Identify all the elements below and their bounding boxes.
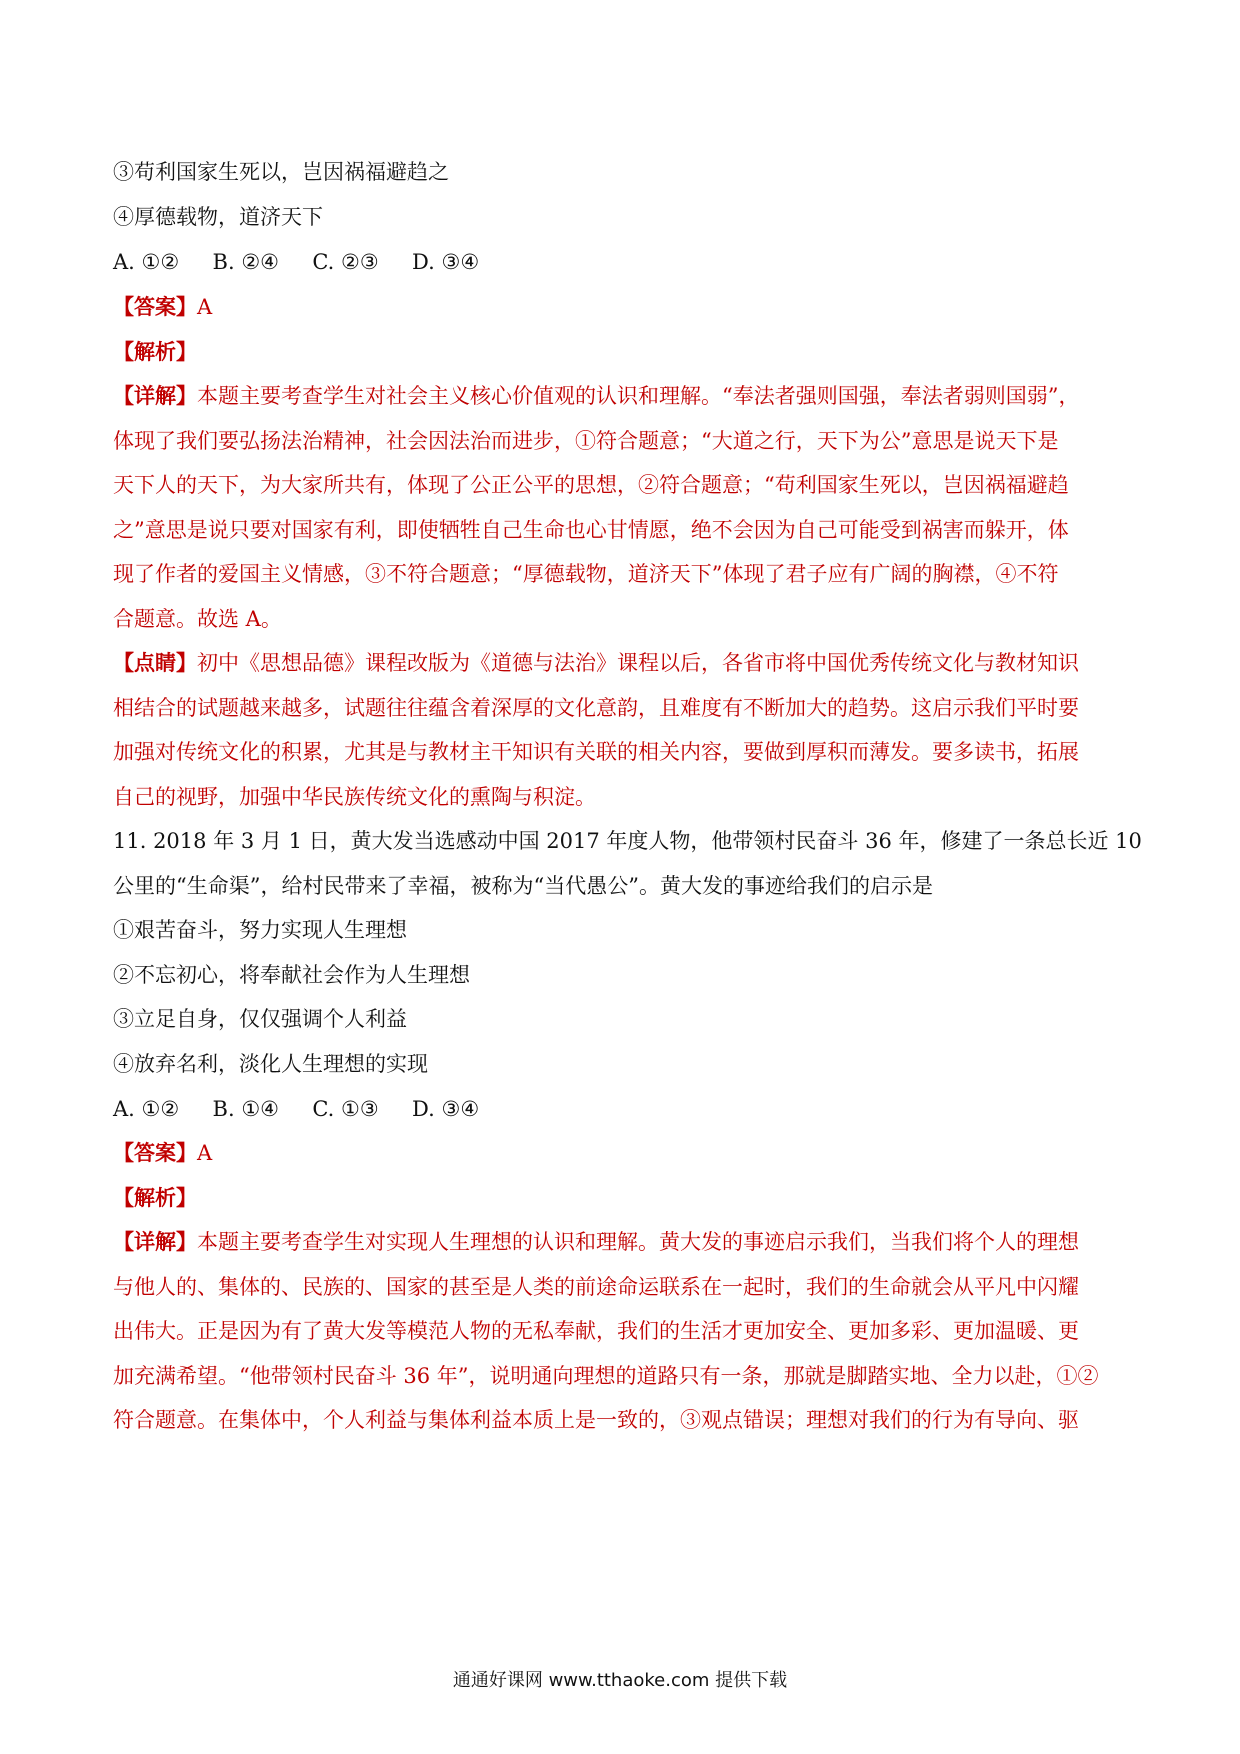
q11-detail-line: 与他人的、集体的、民族的、国家的甚至是人类的前途命运联系在一起时，我们的生命就会从平凡中闪耀 — [113, 1275, 1079, 1299]
page-footer: 通通好课网 www.tthaoke.com 提供下载 — [452, 1670, 788, 1691]
q11-detail-line — [113, 1228, 1133, 1256]
q11-option-2: ②不忘初心，将奉献社会作为人生理想 — [113, 963, 470, 987]
q11-analysis-label: 【解析】 — [113, 1185, 197, 1210]
q11-option-1: ①艰苦奋斗，努力实现人生理想 — [113, 918, 407, 942]
q10-choices: A. ①② B. ②④ C. ②③ D. ③④ — [113, 250, 480, 274]
q10-detail-line: 现了作者的爱国主义情感，③不符合题意；“厚德载物，道济天下”体现了君子应有广阔的胸襟，④不符 — [113, 562, 1059, 586]
q11-detail-line: 出伟大。正是因为有了黄大发等模范人物的无私奉献，我们的生活才更加安全、更加多彩、更加温暖、更 — [113, 1319, 1079, 1343]
q10-detail-line: 之”意思是说只要对国家有利，即使牺牲自己生命也心甘情愿，绝不会因为自己可能受到祸害而躲开，体 — [113, 518, 1069, 542]
detail-label: 【详解】 — [113, 383, 197, 408]
detail-text: 本题主要考查学生对实现人生理想的认识和理解。黄大发的事迹启示我们，当我们将个人的理想 — [197, 1230, 1079, 1254]
answer-value: A — [197, 1141, 213, 1165]
answer-value: A — [197, 295, 213, 319]
q10-detail-line: 体现了我们要弘扬法治精神，社会因法治而进步，①符合题意；“大道之行，天下为公”意思是说天下是 — [113, 429, 1059, 453]
q10-detail-line — [113, 382, 1133, 410]
detail-label: 【详解】 — [113, 1229, 197, 1254]
tip-label: 【点睛】 — [113, 650, 197, 675]
q10-tip-line — [113, 649, 1133, 677]
q11-option-3: ③立足自身，仅仅强调个人利益 — [113, 1007, 407, 1031]
q11-detail-line: 符合题意。在集体中，个人利益与集体利益本质上是一致的，③观点错误；理想对我们的行为有导向、驱 — [113, 1408, 1079, 1432]
q11-choices: A. ①② B. ①④ C. ①③ D. ③④ — [113, 1097, 480, 1121]
q10-analysis-label: 【解析】 — [113, 339, 197, 364]
q10-detail-line: 天下人的天下，为大家所共有，体现了公正公平的思想，②符合题意；“苟利国家生死以，岂因祸福避趋 — [113, 473, 1069, 497]
answer-label: 【答案】 — [113, 1140, 197, 1165]
answer-label: 【答案】 — [113, 294, 197, 319]
detail-text: 本题主要考查学生对社会主义核心价值观的认识和理解。“奉法者强则国强，奉法者弱则国弱”， — [197, 384, 1080, 408]
q10-tip-line: 相结合的试题越来越多，试题往往蕴含着深厚的文化意韵，且难度有不断加大的趋势。这启示我们平时要 — [113, 696, 1079, 720]
q11-detail-line: 加充满希望。“他带领村民奋斗 36 年”，说明通向理想的道路只有一条，那就是脚踏实地、全力以赴，①② — [113, 1364, 1099, 1388]
q10-tip-line: 自己的视野，加强中华民族传统文化的熏陶与积淀。 — [113, 785, 596, 809]
q11-stem-line: 11. 2018 年 3 月 1 日，黄大发当选感动中国 2017 年度人物，他带领村民奋斗 36 年，修建了一条总长近 10 — [113, 829, 1142, 853]
q11-option-4: ④放弃名利，淡化人生理想的实现 — [113, 1052, 428, 1076]
q10-option-4: ④厚德载物，道济天下 — [113, 205, 323, 229]
q10-option-3: ③苟利国家生死以，岂因祸福避趋之 — [113, 160, 449, 184]
q10-tip-line: 加强对传统文化的积累，尤其是与教材主干知识有关联的相关内容，要做到厚积而薄发。要多读书，拓展 — [113, 740, 1079, 764]
q10-answer — [113, 293, 1133, 321]
q11-answer — [113, 1139, 1133, 1167]
q11-stem-line: 公里的“生命渠”，给村民带来了幸福，被称为“当代愚公”。黄大发的事迹给我们的启示是 — [113, 874, 933, 898]
tip-text: 初中《思想品德》课程改版为《道德与法治》课程以后，各省市将中国优秀传统文化与教材知识 — [197, 651, 1079, 675]
q10-detail-line: 合题意。故选 A。 — [113, 607, 282, 631]
